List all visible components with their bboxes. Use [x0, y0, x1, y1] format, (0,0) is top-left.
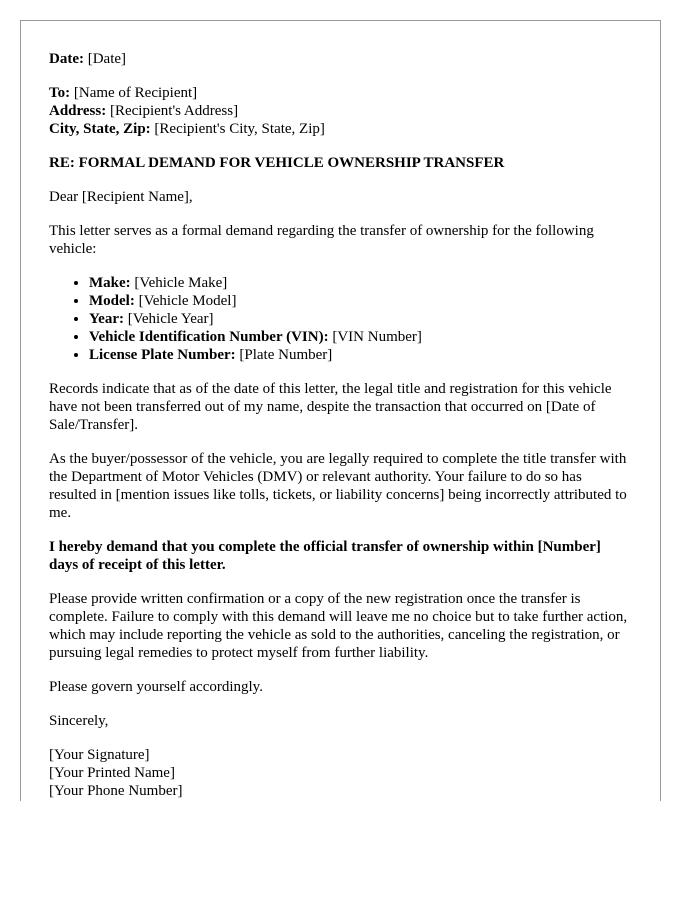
- recipient-name-line: [49, 84, 632, 102]
- detail-label: License Plate Number:: [89, 347, 236, 363]
- detail-value: [Plate Number]: [239, 347, 333, 363]
- phone-line: [Your Phone Number]: [49, 783, 183, 799]
- recipient-address-line: [49, 102, 632, 120]
- detail-value: [Vehicle Make]: [134, 275, 228, 291]
- address-value: [Recipient's Address]: [109, 103, 239, 119]
- address-label: Address:: [49, 103, 107, 119]
- list-item: [89, 310, 632, 328]
- confirmation-paragraph: Please provide written confirmation or a copy of the new registration once the transfer is complete. Failure to comply with this demand will leave me no choice but to take further action, which may include reporting the vehicle as sold to the authorities, canceling the registration, or pursuing legal remedies to protect myself from further liability.: [49, 591, 628, 661]
- closing: Sincerely,: [49, 713, 109, 729]
- detail-label: Vehicle Identification Number (VIN):: [89, 329, 329, 345]
- letter-page: [20, 20, 661, 801]
- detail-label: Model:: [89, 293, 135, 309]
- intro-paragraph: This letter serves as a formal demand regarding the transfer of ownership for the following vehicle:: [49, 223, 594, 257]
- subject-text: RE: FORMAL DEMAND FOR VEHICLE OWNERSHIP TRANSFER: [49, 155, 505, 171]
- to-label: To:: [49, 85, 71, 101]
- list-item: [89, 274, 632, 292]
- detail-value: [VIN Number]: [332, 329, 422, 345]
- detail-value: [Vehicle Model]: [138, 293, 237, 309]
- date-label: Date:: [49, 51, 84, 67]
- date-value: [Date]: [87, 51, 127, 67]
- list-item: [89, 292, 632, 310]
- records-paragraph: Records indicate that as of the date of this letter, the legal title and registration for this vehicle have not been transferred out of my name, despite the transaction that occurred on [Date of Sale/Transfer].: [49, 381, 612, 433]
- vehicle-details-list: [49, 274, 632, 364]
- govern-paragraph: Please govern yourself accordingly.: [49, 679, 263, 695]
- detail-label: Year:: [89, 311, 124, 327]
- signature-block: [49, 746, 632, 800]
- subject-line: [49, 154, 632, 172]
- demand-text: I hereby demand that you complete the official transfer of ownership within [Number] days of receipt of this letter.: [49, 539, 601, 573]
- list-item: [89, 346, 632, 364]
- to-value: [Name of Recipient]: [73, 85, 198, 101]
- salutation: Dear [Recipient Name],: [49, 189, 193, 205]
- city-label: City, State, Zip:: [49, 121, 151, 137]
- recipient-city-line: [49, 120, 632, 138]
- detail-label: Make:: [89, 275, 131, 291]
- list-item: [89, 328, 632, 346]
- detail-value: [Vehicle Year]: [127, 311, 214, 327]
- recipient-block: [49, 84, 632, 138]
- signature-line: [Your Signature]: [49, 747, 150, 763]
- city-value: [Recipient's City, State, Zip]: [154, 121, 325, 137]
- printed-name-line: [Your Printed Name]: [49, 765, 175, 781]
- date-line: [49, 50, 632, 68]
- demand-paragraph: [49, 538, 632, 574]
- buyer-obligation-paragraph: As the buyer/possessor of the vehicle, you are legally required to complete the title transfer with the Department of Motor Vehicles (DMV) or relevant authority. Your failure to do so has resulted in [mention issues like tolls, tickets, or liability concerns] being incorrectly attributed to me.: [49, 451, 627, 521]
